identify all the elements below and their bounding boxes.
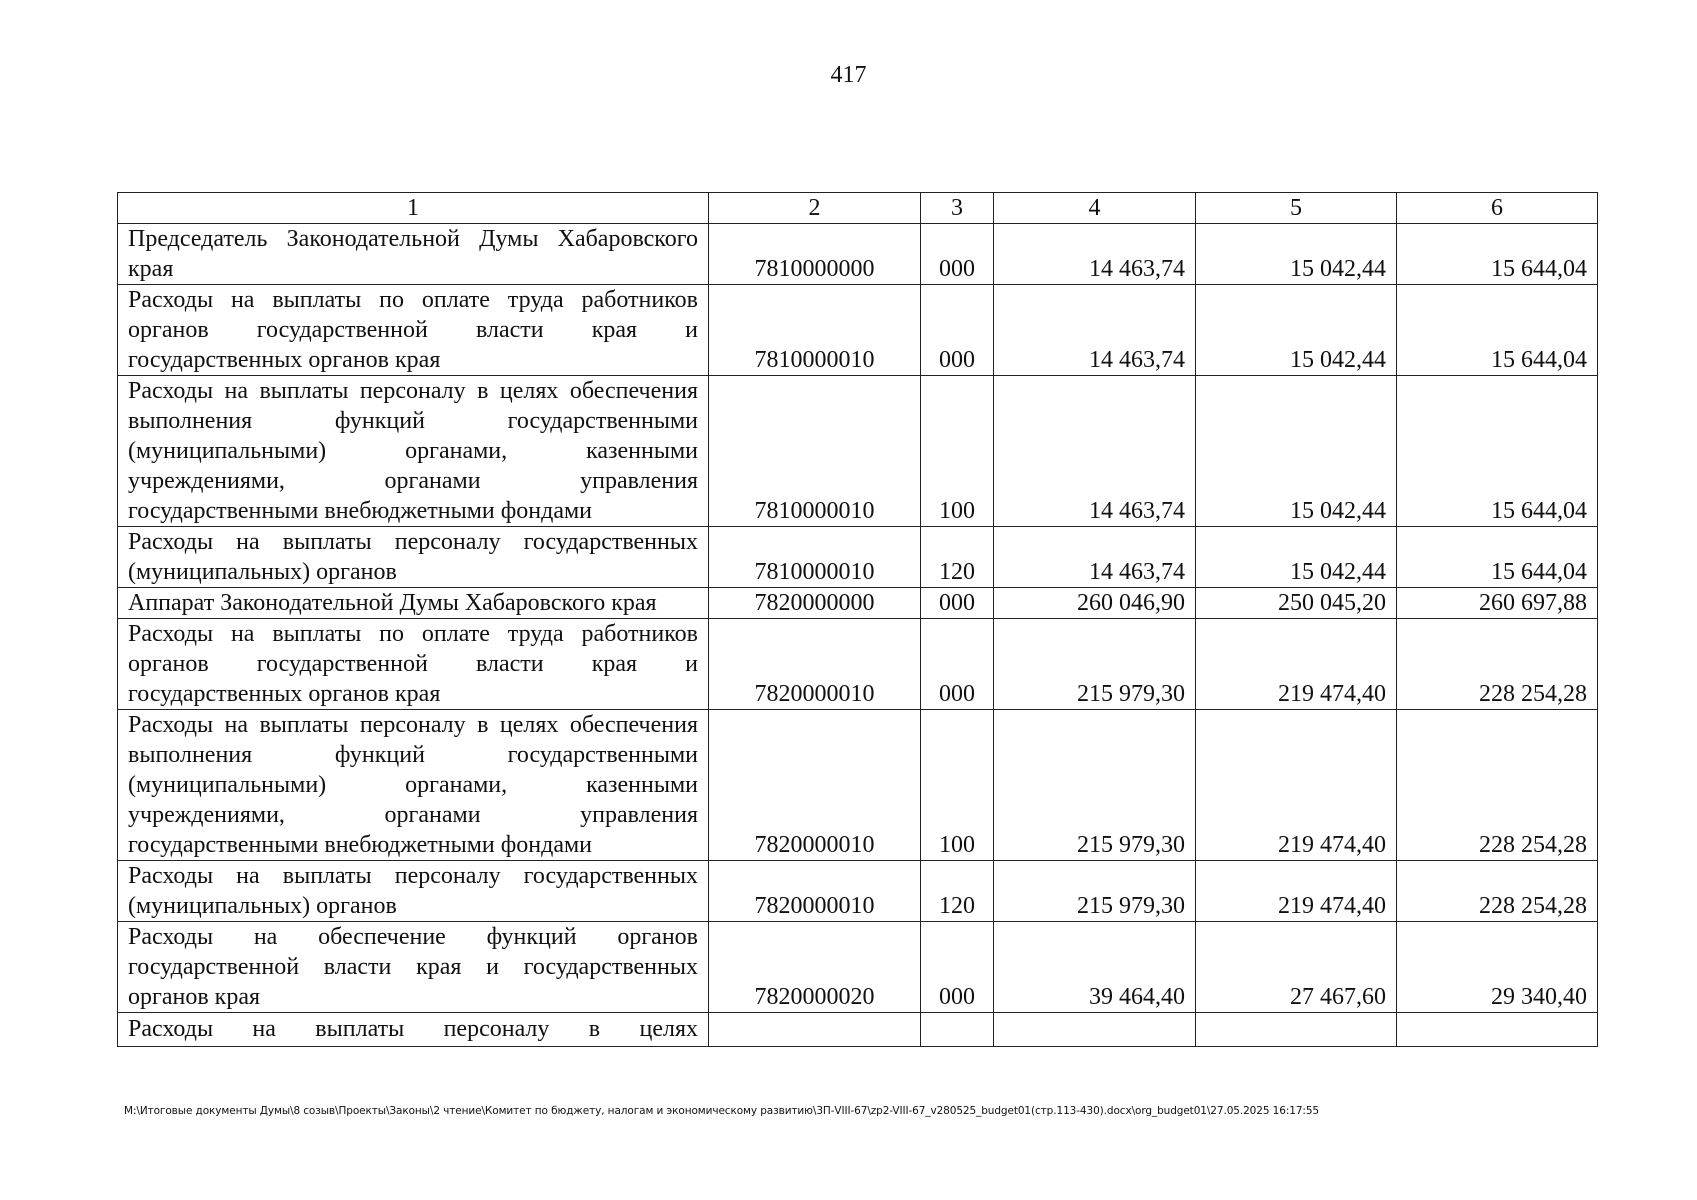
- amount-col-5: 27 467,60: [1196, 922, 1397, 1013]
- amount-col-6: 260 697,88: [1397, 588, 1598, 619]
- amount-col-4: 39 464,40: [994, 922, 1196, 1013]
- amount-col-6: 15 644,04: [1397, 376, 1598, 527]
- amount-col-5: 219 474,40: [1196, 861, 1397, 922]
- expense-name: Расходы на выплаты персоналу государственных (муниципальных) органов: [118, 527, 709, 588]
- expense-name: Председатель Законодательной Думы Хабаровского края: [118, 224, 709, 285]
- expense-name: Расходы на выплаты по оплате труда работников органов государственной власти края и государственных органов края: [118, 619, 709, 710]
- table-row: [118, 588, 1598, 619]
- expense-name: Аппарат Законодательной Думы Хабаровского края: [118, 588, 709, 619]
- table-row: [118, 710, 1598, 861]
- amount-col-6: 228 254,28: [1397, 861, 1598, 922]
- amount-col-6: 29 340,40: [1397, 922, 1598, 1013]
- target-code: 7820000000: [709, 588, 921, 619]
- budget-table: [117, 192, 1598, 1047]
- table-row-truncated: [118, 1013, 1598, 1047]
- column-header: 1: [118, 193, 709, 224]
- expense-type-code: 100: [921, 710, 994, 861]
- amount-col-4: 14 463,74: [994, 224, 1196, 285]
- amount-col-4: 215 979,30: [994, 619, 1196, 710]
- page-number: 417: [830, 62, 867, 88]
- expense-type-code: 120: [921, 527, 994, 588]
- amount-col-6: 228 254,28: [1397, 619, 1598, 710]
- table-row: [118, 527, 1598, 588]
- amount-col-4: 215 979,30: [994, 710, 1196, 861]
- expense-name: Расходы на выплаты по оплате труда работников органов государственной власти края и государственных органов края: [118, 285, 709, 376]
- expense-name: Расходы на выплаты персоналу в целях: [118, 1013, 709, 1047]
- target-code: 7810000010: [709, 285, 921, 376]
- amount-col-6: 15 644,04: [1397, 527, 1598, 588]
- target-code: 7810000010: [709, 527, 921, 588]
- table-row: [118, 861, 1598, 922]
- expense-type-code: 100: [921, 376, 994, 527]
- expense-name: Расходы на выплаты персоналу государственных (муниципальных) органов: [118, 861, 709, 922]
- table-row: [118, 376, 1598, 527]
- amount-col-5: 219 474,40: [1196, 710, 1397, 861]
- target-code: 7820000010: [709, 710, 921, 861]
- amount-col-4: 14 463,74: [994, 285, 1196, 376]
- column-header: 4: [994, 193, 1196, 224]
- column-header: 2: [709, 193, 921, 224]
- expense-name: Расходы на выплаты персоналу в целях обеспечения выполнения функций государственными (муниципальными) органами, казенными учреждениями, органами управления государственными внебюджетными фондами: [118, 710, 709, 861]
- amount-col-5: 15 042,44: [1196, 285, 1397, 376]
- column-header: 5: [1196, 193, 1397, 224]
- expense-type-code: 000: [921, 922, 994, 1013]
- amount-col-4: 215 979,30: [994, 861, 1196, 922]
- amount-col-5: 250 045,20: [1196, 588, 1397, 619]
- expense-name: Расходы на выплаты персоналу в целях обеспечения выполнения функций государственными (муниципальными) органами, казенными учреждениями, органами управления государственными внебюджетными фондами: [118, 376, 709, 527]
- table-header-row: [118, 193, 1598, 224]
- expense-type-code: 000: [921, 285, 994, 376]
- column-header: 3: [921, 193, 994, 224]
- amount-col-4: 260 046,90: [994, 588, 1196, 619]
- target-code: 7820000020: [709, 922, 921, 1013]
- target-code: [709, 1013, 921, 1047]
- target-code: 7810000000: [709, 224, 921, 285]
- table-row: [118, 224, 1598, 285]
- amount-col-6: 228 254,28: [1397, 710, 1598, 861]
- expense-type-code: 000: [921, 224, 994, 285]
- amount-col-5: 15 042,44: [1196, 376, 1397, 527]
- column-header: 6: [1397, 193, 1598, 224]
- amount-col-4: 14 463,74: [994, 376, 1196, 527]
- amount-col-4: 14 463,74: [994, 527, 1196, 588]
- expense-type-code: 000: [921, 619, 994, 710]
- file-path-footer: М:\Итоговые документы Думы\8 созыв\Проекты\Законы\2 чтение\Комитет по бюджету, налогам и экономическому развитию\3П-VIII-67\zp2-VIII-67_v280525_budget01(стр.113-430).docx\org_budget01\27.05.2025 16:17:55: [124, 1105, 1320, 1117]
- expense-name: Расходы на обеспечение функций органов государственной власти края и государственных органов края: [118, 922, 709, 1013]
- table-row: [118, 285, 1598, 376]
- target-code: 7820000010: [709, 861, 921, 922]
- amount-col-6: [1397, 1013, 1598, 1047]
- amount-col-5: 15 042,44: [1196, 224, 1397, 285]
- target-code: 7810000010: [709, 376, 921, 527]
- amount-col-5: 219 474,40: [1196, 619, 1397, 710]
- expense-type-code: 000: [921, 588, 994, 619]
- table-row: [118, 922, 1598, 1013]
- expense-type-code: [921, 1013, 994, 1047]
- amount-col-5: [1196, 1013, 1397, 1047]
- table-row: [118, 619, 1598, 710]
- target-code: 7820000010: [709, 619, 921, 710]
- expense-type-code: 120: [921, 861, 994, 922]
- amount-col-5: 15 042,44: [1196, 527, 1397, 588]
- amount-col-4: [994, 1013, 1196, 1047]
- amount-col-6: 15 644,04: [1397, 285, 1598, 376]
- amount-col-6: 15 644,04: [1397, 224, 1598, 285]
